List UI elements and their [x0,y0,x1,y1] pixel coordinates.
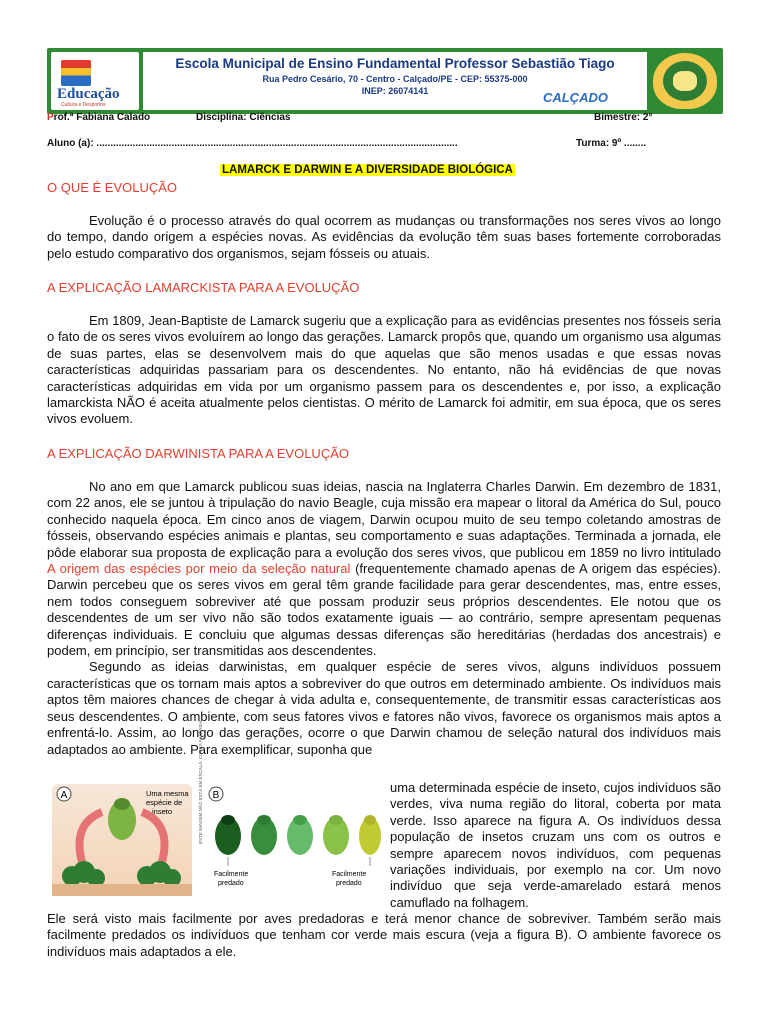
paragraph-lamarck: Em 1809, Jean-Baptiste de Lamarck sugeriu que a explicação para as evidências presentes nos fósseis seria o fato de os seres vivos evoluírem ao longo das gerações. Lamarck propôs que, quando um organismo usa algumas de suas partes, elas se desenvolvem mais do que aquelas que são menos usadas e que essas novas características adquiridas passariam para os descendentes. No entanto, não há evidências de que novas características adquiridas em vida por um organismo passem para os descendentes e, por isso, a explicação lamarckista NÃO é aceita atualmente pelos cientistas. O mérito de Lamarck foi admitir, em sua época, que os seres vivos evoluem. [47,313,721,427]
school-address: Rua Pedro Cesário, 70 - Centro - Calçado/PE - CEP: 55375-000 [262,74,528,84]
education-logo-text: Educação [57,86,120,102]
svg-text:espécie de: espécie de [146,798,183,807]
school-name: Escola Municipal de Ensino Fundamental Professor Sebastião Tiago [175,56,615,71]
figure-side-note: ESTE IMAGEM NÃO ESTÁ EM ESCALA. CORES FANTASIA [198,720,203,844]
paragraph-conclusion: Ele será visto mais facilmente por aves predadoras e terá menor chance de sobreviver. Também serão mais facilmente predados os indivíduos que tenham cor verde mais escura (veja a figura B). O ambiente favorece os indivíduos mais adaptados a ele. [47,911,721,959]
student-line: Aluno (a): .................................................................................................................................. [47,138,458,149]
education-logo-subtext: Cultura e Desportos [61,102,106,108]
bimester: Bimestre: 2° [594,112,653,123]
paragraph-insect-example: uma determinada espécie de inseto, cujos indivíduos são verdes, viva numa região do litoral, coberta por mata verde. Isso aparece na figura A. Os indivíduos dessa população de insetos cruzam uns com os outros e sempre aparecem novos indivíduos, com pequenas variações individuais, por exemplo na cor. Um novo indivíduo que seja verde-amarelado estará menos camuflado na folhagem. [390,780,721,910]
books-icon [61,60,91,86]
svg-text:predado: predado [218,880,244,887]
paragraph-darwin: No ano em que Lamarck publicou suas ideias, nascia na Inglaterra Charles Darwin. Em dezembro de 1831, com 22 anos, ele se juntou à tripulação do navio Beagle, cuja missão era mapear o litoral da América do Sul, pouco conhecido naquela época. Em cinco anos de viagem, Darwin ocupou muito de seu tempo coletando amostras de fósseis, observando espécies animais e plantas, seu comportamento e suas adaptações. Terminada a jornada, ele pôde elaborar sua proposta de explicação para a evolução dos seres vivos, que publicou em 1859 no livro intitulado A origem das espécies por meio da seleção natural (frequentemente chamado apenas de A origem das espécies). Darwin percebeu que os seres vivos em geral têm grande facilidade para gerar descendentes, mas, entre esses, nem todos conseguem sobreviver até que possam produzir seus próprios descendentes. Ele notou que os descendentes de um ser vivo não são todos exatamente iguais — ao contrário, sempre apresentam pequenas diferenças individuais. E concluiu que algumas dessas diferenças são hereditárias (herdadas dos ancestrais) e podem, em princípio, ser transmitidas aos descendentes. Segundo as ideias darwinistas, em qualquer espécie de seres vivos, alguns indivíduos possuem características que os tornam mais aptos a sobreviver do que outros em determinado ambiente. Os indivíduos mais aptos têm maiores chances de chegar à vida adulta e, consequentemente, de transmitir essas características aos seus descendentes. O ambiente, com seus fatores vivos e fatores não vivos, favorece os organismos mais aptos a enfrentá-lo. Assim, ao longo das gerações, ocorre o que Darwin chamou de seleção natural dos indivíduos mais adaptados ao ambiente. Para exemplificar, suponha que [47,479,721,757]
figure-label-a: A [60,790,68,801]
figure-caption-a-line1: Uma mesma [146,789,189,798]
city-logo: CALÇADO [543,90,608,105]
document-title: LAMARCK E DARWIN E A DIVERSIDADE BIOLÓGICA [222,164,513,176]
school-crest-icon [653,53,717,109]
school-inep: INEP: 26074141 [361,86,429,96]
paragraph-darwinist-ideas: Segundo as ideias darwinistas, em qualquer espécie de seres vivos, alguns indivíduos possuem características que os tornam mais aptos a sobreviver do que outros em determinado ambiente. Os indivíduos mais aptos têm maiores chances de chegar à vida adulta e, consequentemente, de transmitir essas características aos seus descendentes. O ambiente, com seus fatores vivos e fatores não vivos, favorece os organismos mais aptos a enfrentá-lo. Assim, ao longo das gerações, ocorre o que Darwin chamou de seleção natural dos indivíduos mais adaptados ao ambiente. Para exemplificar, suponha que [47,659,721,757]
svg-text:Facilmente: Facilmente [332,871,367,878]
banner-text-area [143,52,647,110]
teacher-name: Prof.ª Fabiana Calado [47,112,151,123]
school-banner [47,48,723,114]
paragraph-evolution: Evolução é o processo através do qual ocorrem as mudanças ou transformações nos seres vivos ao longo do tempo, dando origem a espécies novas. As evidências da evolução têm suas bases fortemente corroboradas pelo estudo comparativo dos organismos, sejam fósseis ou atuais. [47,213,721,261]
insect-row [215,815,381,855]
education-logo [51,52,139,110]
figure-illustration [52,720,382,896]
section-heading-darwin: A EXPLICAÇÃO DARWINISTA PARA A EVOLUÇÃO [47,446,349,461]
section-heading-evolution: O QUE É EVOLUÇÃO [47,180,178,195]
svg-text:predado: predado [336,880,362,887]
figure-label-b: B [212,790,220,801]
book-title: A origem das espécies por meio da seleção natural [47,561,351,577]
insect-selection-figure [52,720,382,896]
discipline: Disciplina: Ciências [196,112,291,123]
svg-text:Facilmente: Facilmente [214,871,249,878]
class-line: Turma: 9º ........ [576,138,647,149]
section-heading-lamarck: A EXPLICAÇÃO LAMARCKISTA PARA A EVOLUÇÃO [47,280,360,295]
svg-text:inseto: inseto [152,807,173,816]
